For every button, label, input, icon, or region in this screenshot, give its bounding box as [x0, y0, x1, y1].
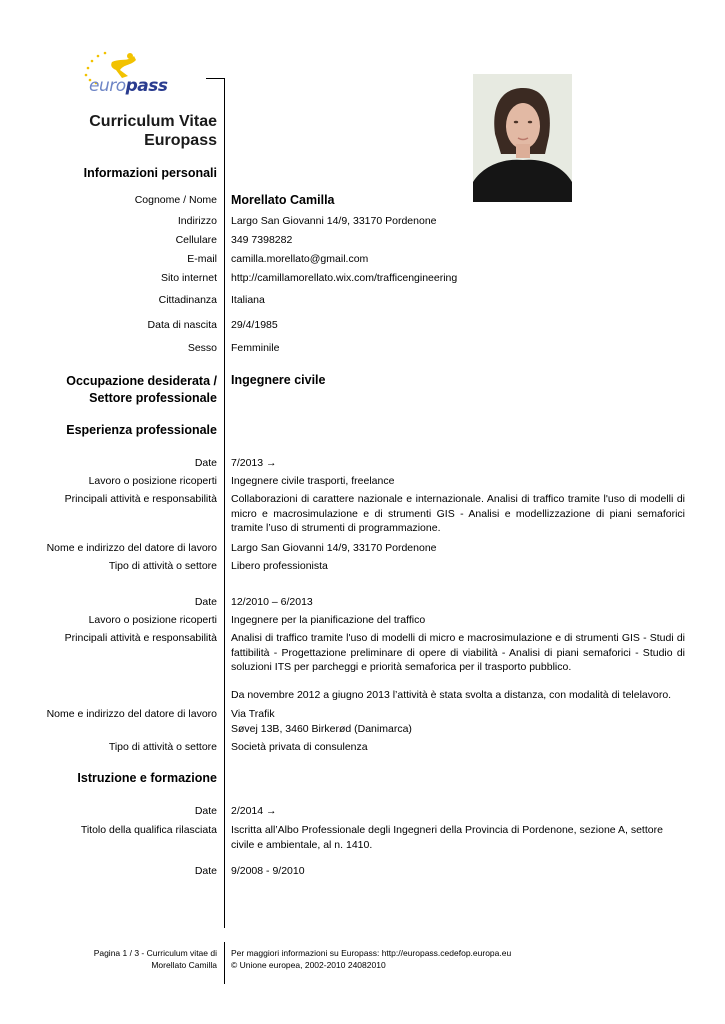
footer-rule: [224, 942, 225, 984]
job1-employer-label: Nome e indirizzo del datore di lavoro: [46, 542, 217, 554]
profile-photo: [473, 74, 572, 202]
section-experience: Esperienza professionale: [66, 423, 217, 437]
edu1-date: 2/2014 →: [231, 805, 277, 817]
portrait-image: [473, 74, 572, 202]
citizenship-value: Italiana: [231, 294, 265, 306]
cv-title: [17, 112, 217, 150]
birthdate-value: 29/4/1985: [231, 319, 278, 331]
logo-text-bold: pass: [125, 76, 168, 96]
section-personal-info: Informazioni personali: [83, 166, 217, 180]
job1-role: Ingegnere civile trasporti, freelance: [231, 475, 395, 487]
edu2-date-label: Date: [194, 865, 217, 877]
address-label: Indirizzo: [177, 215, 217, 227]
job2-activities: Analisi di traffico tramite l'uso di modelli di micro e macrosimulazione e di strumenti GIS - Studi di fattibilità - Progettazione preliminare di opere di viabilità - Analisi di piani semaforici - Studio di soluzioni ITS per parcheggi e priorità semaforica per il trasporto pubblico.: [231, 632, 685, 673]
birthdate-label: Data di nascita: [147, 319, 217, 331]
cv-title-line2: Europass: [144, 132, 217, 149]
job1-date: 7/2013 →: [231, 457, 277, 469]
mobile-label: Cellulare: [175, 234, 217, 246]
job2-type: Società privata di consulenza: [231, 741, 368, 753]
job2-type-label: Tipo di attività o settore: [108, 741, 217, 753]
job2-employer-line1: Via Trafik: [231, 708, 275, 720]
email-label: E-mail: [187, 253, 217, 265]
job2-date-label: Date: [194, 596, 217, 608]
job1-type-label: Tipo di attività o settore: [108, 560, 217, 572]
website-value[interactable]: http://camillamorellato.wix.com/trafficengineering: [231, 272, 458, 284]
footer-info-line2: © Unione europea, 2002-2010 24082010: [231, 960, 386, 970]
job1-activities: Collaborazioni di carattere nazionale e internazionale. Analisi di traffico tramite l'uso di modelli di micro e macrosimulazione e di strumenti GIS - Analisi e modellizzazione di piani semaforici tramite l’uso di strumenti di programmazione.: [231, 493, 685, 534]
job1-type: Libero professionista: [231, 560, 328, 572]
job1-date-label: Date: [194, 457, 217, 469]
europass-wordmark: [89, 76, 168, 96]
desired-label-line1: Occupazione desiderata /: [66, 374, 217, 388]
footer-page-info: [94, 947, 217, 971]
footer-europass-info: [231, 947, 511, 971]
sex-label: Sesso: [187, 342, 217, 354]
job2-activities-label: Principali attività e responsabilità: [64, 632, 217, 644]
job2-employer: [231, 707, 685, 736]
job2-employer-line2: Søvej 13B, 3460 Birkerød (Danimarca): [231, 722, 412, 735]
full-name: Morellato Camilla: [231, 193, 335, 207]
column-rule: [224, 78, 225, 928]
edu1-qualification: Iscritta all’Albo Professionale degli Ingegneri della Provincia di Pordenone, sezione A, settore civile e ambientale, al n. 1410.: [231, 824, 663, 851]
desired-occupation-value: Ingegnere civile: [231, 373, 326, 387]
website-label: Sito internet: [160, 272, 217, 284]
column-rule-top: [206, 78, 225, 79]
sex-value: Femminile: [231, 342, 280, 354]
job1-role-label: Lavoro o posizione ricoperti: [88, 475, 217, 487]
edu2-date: 9/2008 - 9/2010: [231, 865, 305, 877]
section-education: Istruzione e formazione: [77, 771, 217, 785]
email-value[interactable]: camilla.morellato@gmail.com: [231, 253, 369, 265]
edu1-date-label: Date: [194, 805, 217, 817]
job2-date: 12/2010 – 6/2013: [231, 596, 313, 608]
footer-page-line2: Morellato Camilla: [151, 960, 217, 970]
mobile-value: 349 7398282: [231, 234, 293, 246]
section-desired-occupation: [66, 373, 217, 407]
job2-role-label: Lavoro o posizione ricoperti: [88, 614, 217, 626]
job2-role: Ingegnere per la pianificazione del traffico: [231, 614, 426, 626]
job1-employer: Largo San Giovanni 14/9, 33170 Pordenone: [231, 542, 437, 554]
cv-title-line1: Curriculum Vitae: [89, 113, 217, 130]
job2-employer-label: Nome e indirizzo del datore di lavoro: [46, 708, 217, 720]
logo-text-light: euro: [89, 76, 126, 96]
edu1-qualification-label: Titolo della qualifica rilasciata: [80, 824, 217, 836]
job1-activities-label: Principali attività e responsabilità: [64, 493, 217, 505]
job2-activities-note: Da novembre 2012 a giugno 2013 l’attività è stata svolta a distanza, con modalità di telelavoro.: [231, 689, 672, 701]
address-value: Largo San Giovanni 14/9, 33170 Pordenone: [231, 215, 437, 227]
footer-page-line1: Pagina 1 / 3 - Curriculum vitae di: [93, 948, 217, 958]
desired-label-line2: Settore professionale: [89, 391, 217, 405]
citizenship-label: Cittadinanza: [158, 294, 217, 306]
name-label: Cognome / Nome: [134, 194, 217, 206]
footer-info-line1[interactable]: Per maggiori informazioni su Europass: http://europass.cedefop.europa.eu: [231, 948, 512, 958]
